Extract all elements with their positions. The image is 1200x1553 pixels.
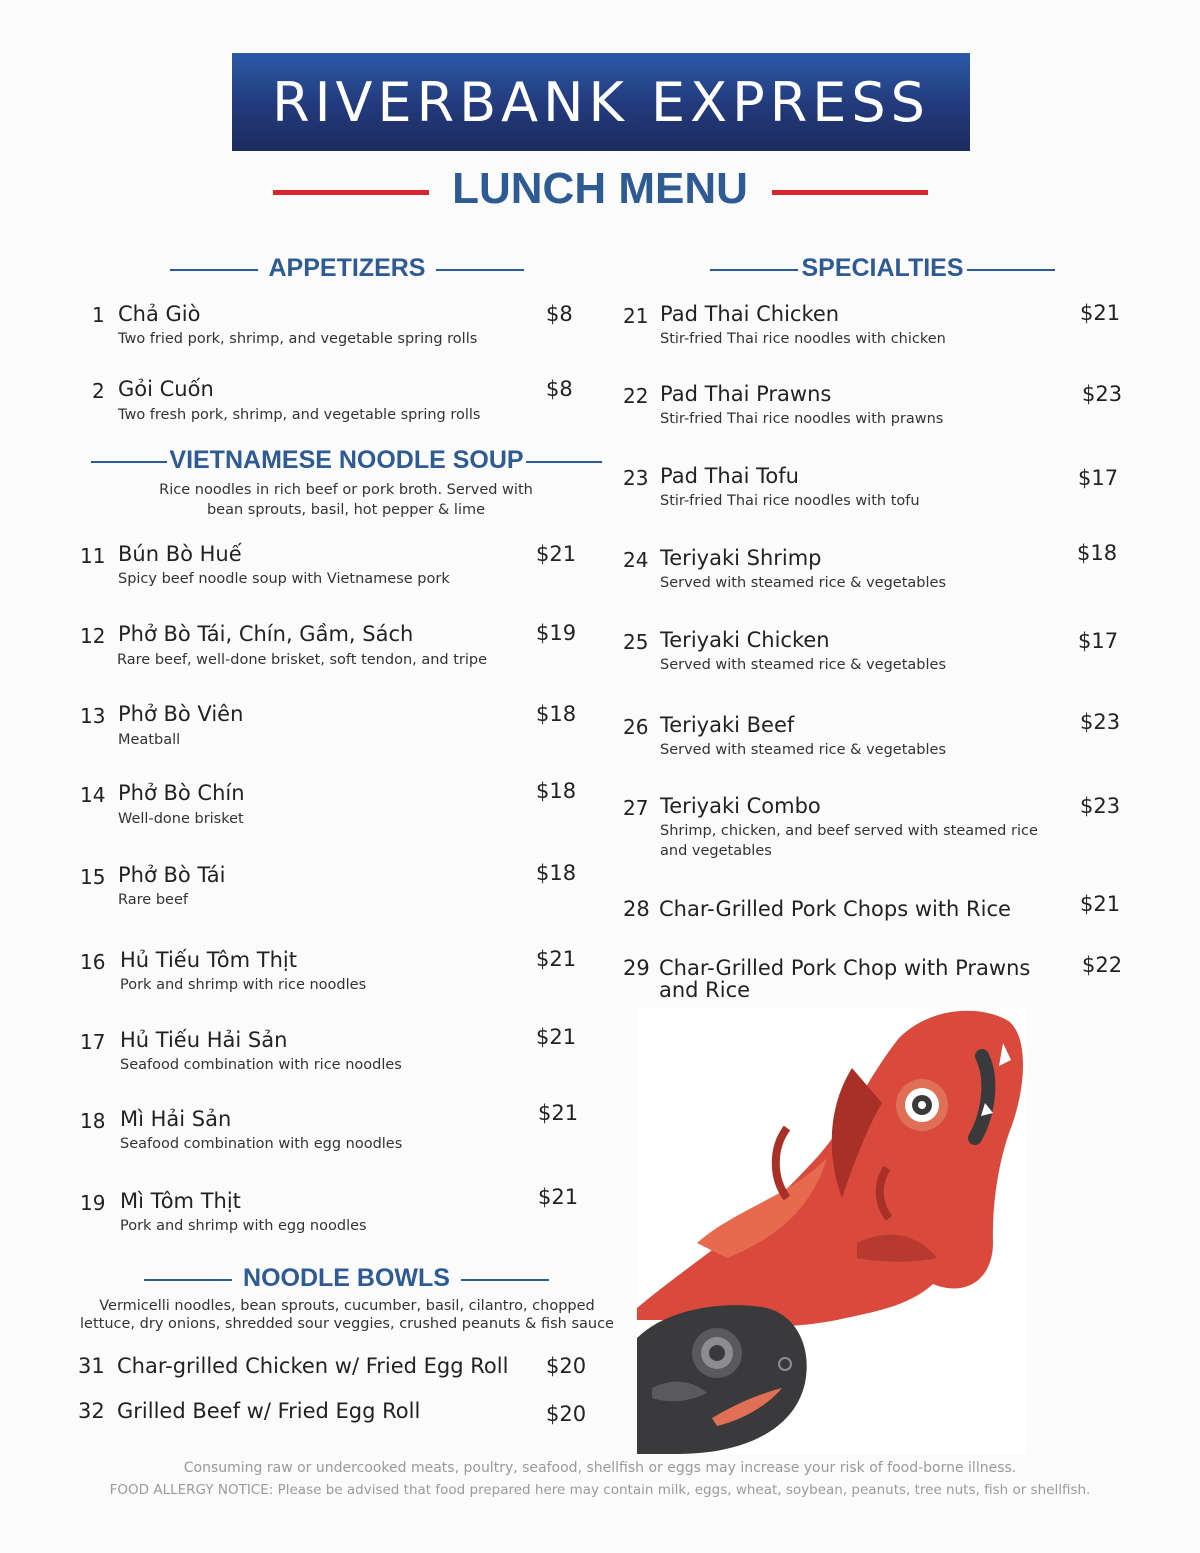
item-price: $21 — [536, 542, 577, 566]
appetizers-heading: APPETIZERS — [268, 254, 426, 282]
item-description: Shrimp, chicken, and beef served with steamed rice — [660, 823, 1038, 839]
section-rule — [436, 269, 524, 271]
item-price: $21 — [536, 1025, 577, 1049]
item-description: Served with steamed rice & vegetables — [660, 575, 946, 591]
item-price: $21 — [1080, 892, 1121, 916]
item-name: Pad Thai Prawns — [660, 382, 832, 406]
noodle-bowls-intro-line-1: Vermicelli noodles, bean sprouts, cucumber, basil, cilantro, chopped — [99, 1298, 595, 1314]
item-number: 25 — [623, 630, 649, 654]
item-name: Teriyaki Combo — [660, 794, 821, 818]
item-name: Pad Thai Chicken — [660, 302, 840, 326]
item-name: Grilled Beef w/ Fried Egg Roll — [117, 1399, 421, 1423]
noodle-soup-heading: VIETNAMESE NOODLE SOUP — [169, 446, 524, 474]
item-description: Stir-fried Thai rice noodles with chicken — [660, 331, 946, 347]
item-price: $19 — [536, 621, 577, 645]
item-price: $18 — [536, 779, 577, 803]
item-price: $18 — [536, 861, 577, 885]
item-number: 18 — [80, 1109, 106, 1133]
item-price: $23 — [1080, 794, 1121, 818]
item-number: 17 — [80, 1030, 106, 1054]
item-price: $21 — [538, 1101, 579, 1125]
item-number: 15 — [80, 865, 106, 889]
item-name: Char-Grilled Pork Chop with Prawns — [659, 956, 1031, 980]
item-price: $23 — [1082, 382, 1123, 406]
item-description: Pork and shrimp with rice noodles — [120, 977, 367, 993]
section-rule — [91, 461, 167, 463]
item-number: 31 — [78, 1354, 105, 1378]
item-name: Teriyaki Beef — [660, 713, 795, 737]
item-number: 13 — [80, 704, 106, 728]
item-price: $20 — [546, 1402, 587, 1426]
item-description: Stir-fried Thai rice noodles with tofu — [660, 493, 920, 509]
item-price: $8 — [546, 377, 573, 401]
salmon-artwork — [637, 1008, 1027, 1454]
item-name: Gỏi Cuốn — [118, 377, 214, 401]
item-number: 23 — [623, 466, 649, 490]
specialties-heading: SPECIALTIES — [801, 254, 964, 282]
item-price: $8 — [546, 302, 573, 326]
section-rule — [526, 461, 602, 463]
item-description: Two fresh pork, shrimp, and vegetable spring rolls — [118, 407, 481, 423]
item-price: $23 — [1080, 710, 1121, 734]
item-description: Served with steamed rice & vegetables — [660, 657, 946, 673]
item-name: Chả Giò — [118, 302, 201, 326]
section-rule — [144, 1279, 232, 1281]
noodle-soup-intro-line-2: bean sprouts, basil, hot pepper & lime — [206, 502, 486, 518]
item-number: 1 — [92, 303, 105, 327]
item-name: Mì Tôm Thịt — [120, 1189, 241, 1213]
brand-banner — [232, 53, 970, 151]
item-number: 29 — [623, 956, 650, 980]
item-price: $18 — [536, 702, 577, 726]
item-description-continued: and vegetables — [660, 843, 772, 859]
menu-title: LUNCH MENU — [452, 164, 748, 213]
item-price: $17 — [1078, 629, 1119, 653]
food-allergy-notice: FOOD ALLERGY NOTICE: Please be advised that food prepared here may contain milk, eggs, wheat, soybean, peanuts, tree nuts, fish or shellfish. — [109, 1482, 1091, 1498]
item-price: $21 — [538, 1185, 579, 1209]
section-rule — [170, 269, 258, 271]
noodle-soup-intro-line-1: Rice noodles in rich beef or pork broth. Served with — [159, 482, 533, 498]
item-description: Stir-fried Thai rice noodles with prawns — [660, 411, 944, 427]
item-price: $21 — [536, 947, 577, 971]
item-name: Phở Bò Viên — [118, 702, 244, 726]
item-price: $22 — [1082, 953, 1123, 977]
item-description: Well-done brisket — [118, 811, 244, 827]
item-description: Two fried pork, shrimp, and vegetable spring rolls — [118, 331, 478, 347]
item-number: 12 — [80, 624, 106, 648]
item-name: Teriyaki Shrimp — [660, 546, 822, 570]
item-number: 19 — [80, 1191, 106, 1215]
item-name: Pad Thai Tofu — [660, 464, 799, 488]
item-price: $21 — [1080, 301, 1121, 325]
item-name: Phở Bò Tái, Chín, Gầm, Sách — [118, 622, 414, 646]
item-name: Phở Bò Tái — [118, 863, 226, 887]
item-name: Char-Grilled Pork Chops with Rice — [659, 897, 1011, 921]
item-description: Seafood combination with rice noodles — [120, 1057, 402, 1073]
section-rule — [461, 1279, 549, 1281]
item-description: Served with steamed rice & vegetables — [660, 742, 946, 758]
item-price: $20 — [546, 1354, 587, 1378]
item-number: 16 — [80, 950, 106, 974]
item-price: $17 — [1078, 466, 1119, 490]
brand-name: RIVERBANK EXPRESS — [272, 70, 930, 134]
noodle-bowls-intro-line-2: lettuce, dry onions, shredded sour veggies, crushed peanuts & fish sauce — [80, 1316, 614, 1332]
red-salmon-eye-shine — [918, 1101, 926, 1109]
dark-salmon-eye — [709, 1345, 725, 1361]
item-number: 22 — [623, 384, 649, 408]
item-description: Spicy beef noodle soup with Vietnamese pork — [118, 571, 450, 587]
item-name: Teriyaki Chicken — [660, 628, 830, 652]
item-number: 32 — [78, 1399, 105, 1423]
item-name: Mì Hải Sản — [120, 1107, 232, 1131]
item-description: Meatball — [118, 732, 181, 748]
item-name: Bún Bò Huế — [118, 542, 242, 566]
item-name: Hủ Tiếu Hải Sản — [120, 1028, 288, 1052]
section-rule — [710, 269, 798, 271]
item-number: 14 — [80, 783, 106, 807]
item-description: Seafood combination with egg noodles — [120, 1136, 403, 1152]
item-number: 24 — [623, 548, 649, 572]
item-number: 11 — [80, 544, 106, 568]
item-name: Hủ Tiếu Tôm Thịt — [120, 948, 297, 972]
item-description: Pork and shrimp with egg noodles — [120, 1218, 367, 1234]
item-number: 28 — [623, 897, 650, 921]
item-name-continued: and Rice — [659, 978, 751, 1002]
item-number: 27 — [623, 796, 649, 820]
item-description: Rare beef — [118, 892, 188, 908]
item-name: Char-grilled Chicken w/ Fried Egg Roll — [117, 1354, 509, 1378]
noodle-bowls-heading: NOODLE BOWLS — [243, 1264, 450, 1292]
item-number: 21 — [623, 304, 649, 328]
item-number: 26 — [623, 715, 649, 739]
food-safety-notice: Consuming raw or undercooked meats, poultry, seafood, shellfish or eggs may increase your risk of food-borne illness. — [183, 1460, 1017, 1476]
item-price: $18 — [1077, 541, 1118, 565]
section-rule — [967, 269, 1055, 271]
item-description: Rare beef, well-done brisket, soft tendon, and tripe — [117, 652, 488, 668]
item-name: Phở Bò Chín — [118, 781, 245, 805]
item-number: 2 — [92, 379, 105, 403]
